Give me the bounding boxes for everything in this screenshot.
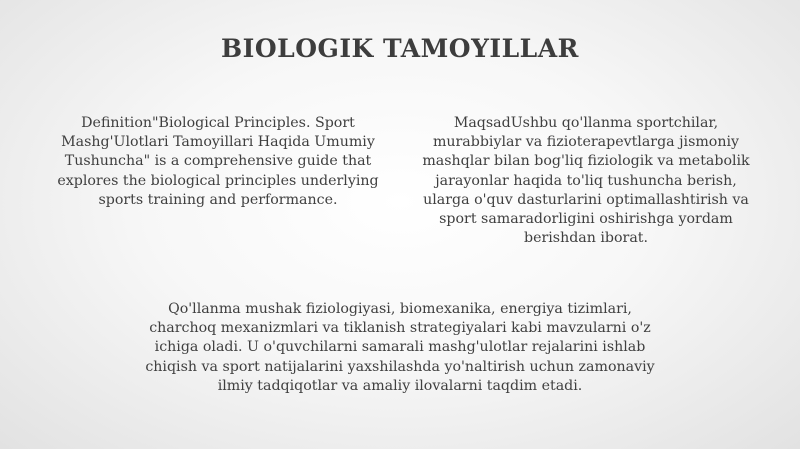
slide-title: BIOLOGIK TAMOYILLAR bbox=[221, 34, 579, 63]
purpose-text: MaqsadUshbu qo'llanma sportchilar, murabbiylar va fizioterapevtlarga jismoniy mashqlar bilan bog'liq fiziologik va metabolik jarayonlar haqida to'liq tushuncha berish, ularga o'quv dasturlarini optimallashtirish va sport samaradorligini oshirishga yordam berishdan iborat. bbox=[422, 115, 750, 247]
definition-text: Definition"Biological Principles. Sport Mashg'Ulotlari Tamoyillari Haqida Umumiy Tushuncha" is a comprehensive guide that explores the biological principles underlying sports training and performance. bbox=[57, 115, 379, 208]
content-summary-text: Qo'llanma mushak fiziologiyasi, biomexanika, energiya tizimlari, charchoq mexanizmlari va tiklanish strategiyalari kabi mavzularni o'z ichiga oladi. U o'quvchilarni samarali mashg'ulotlar rejalarini ishlab chiqish va sport natijalarini yaxshilashda yo'naltirish uchun zamonaviy ilmiy tadqiqotlar va amaliy ilovalarni taqdim etadi. bbox=[145, 301, 655, 394]
